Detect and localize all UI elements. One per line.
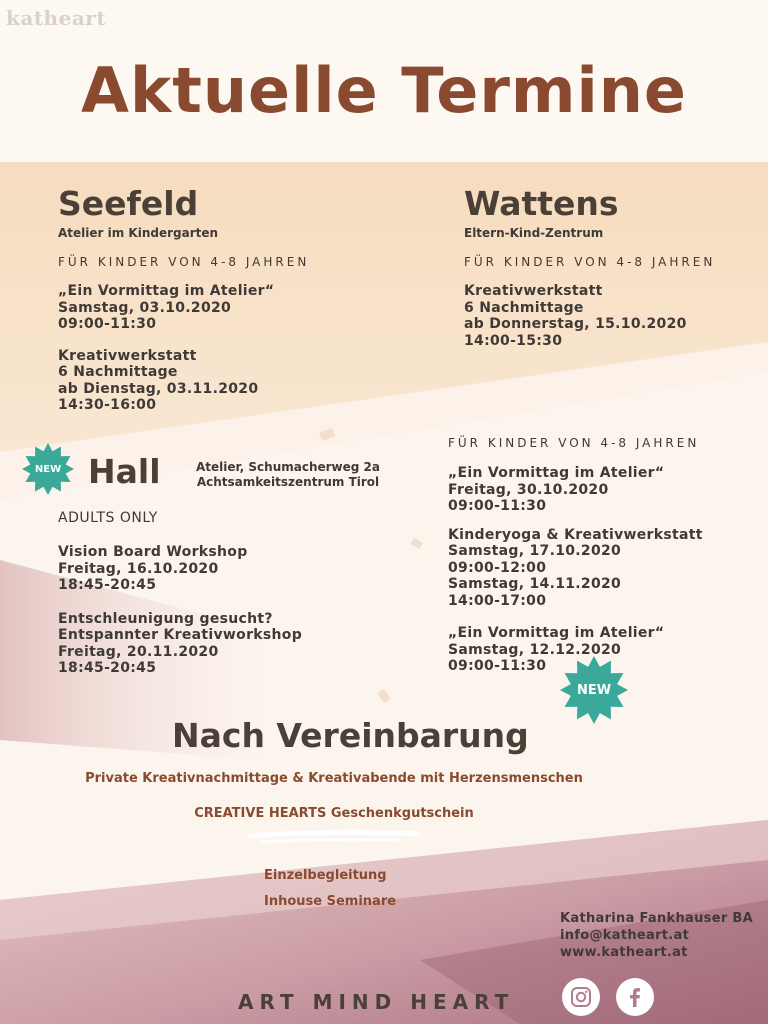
event-line: „Ein Vormittag im Atelier“ [448, 625, 665, 641]
instagram-icon [570, 986, 592, 1008]
event-line: ab Donnerstag, 15.10.2020 [464, 316, 687, 332]
hall-kids-age: FÜR KINDER VON 4-8 JAHREN [448, 436, 700, 450]
vereinbarung-heading: Nach Vereinbarung [172, 716, 529, 755]
hall-venue-line: Achtsamkeitszentrum Tirol [196, 475, 380, 489]
event-line: 09:00-11:30 [448, 498, 547, 514]
wattens-section [464, 184, 715, 349]
event-line: „Ein Vormittag im Atelier“ [448, 465, 665, 481]
seefeld-venue: Atelier im Kindergarten [58, 226, 219, 240]
page-title: Aktuelle Termine [81, 54, 687, 127]
adults-only-label: ADULTS ONLY [58, 510, 158, 526]
vereinbarung-line-1: Private Kreativnachmittage & Kreativabende mit Herzensmenschen [85, 771, 583, 786]
hall-city: Hall [88, 452, 161, 491]
event-line: 14:00-15:30 [464, 332, 563, 349]
event-line: 6 Nachmittage [58, 364, 178, 380]
badge-label: NEW [34, 463, 62, 475]
facebook-button[interactable] [616, 978, 654, 1016]
facebook-icon [624, 986, 646, 1008]
contact-website[interactable]: www.katheart.at [560, 945, 688, 960]
wattens-city: Wattens [464, 184, 619, 223]
vereinbarung-line-4: Inhouse Seminare [264, 894, 397, 909]
seefeld-event-2 [58, 348, 309, 414]
contact-block [560, 910, 753, 961]
contact-email[interactable]: info@katheart.at [560, 928, 690, 943]
vereinbarung-line-2: CREATIVE HEARTS Geschenkgutschein [194, 806, 474, 821]
new-badge-kids [560, 656, 628, 724]
wattens-age: FÜR KINDER VON 4-8 JAHREN [464, 255, 716, 269]
event-line: Vision Board Workshop [58, 544, 248, 560]
event-line: 6 Nachmittage [464, 299, 584, 316]
event-line: „Ein Vormittag im Atelier“ [58, 283, 275, 299]
event-line: Freitag, 30.10.2020 [448, 481, 609, 498]
wattens-venue: Eltern-Kind-Zentrum [464, 226, 604, 240]
hall-kids-event-2 [448, 527, 703, 610]
event-line: 18:45-20:45 [58, 577, 157, 593]
event-line: 14:00-17:00 [448, 592, 547, 609]
seefeld-section [58, 184, 309, 414]
event-line: Samstag, 14.11.2020 [448, 576, 622, 592]
seefeld-event-1 [58, 283, 309, 333]
hall-venue [190, 460, 386, 490]
contact-name: Katharina Fankhauser BA [560, 911, 753, 926]
vereinbarung-line-3: Einzelbegleitung [264, 868, 387, 883]
hall-kids-event-1 [448, 465, 703, 515]
hall-venue-line: Atelier, Schumacherweg 2a [195, 460, 380, 474]
event-line: Entschleunigung gesucht? [58, 610, 273, 627]
footer-tagline: ART MIND HEART [238, 990, 515, 1014]
event-line: Samstag, 17.10.2020 [448, 543, 622, 559]
event-line: ab Dienstag, 03.11.2020 [58, 380, 259, 397]
brand-logo: katheart [6, 6, 107, 30]
event-line: Kinderyoga & Kreativwerkstatt [448, 526, 703, 543]
seefeld-age: FÜR KINDER VON 4-8 JAHREN [58, 255, 310, 269]
event-line: Entspannter Kreativworkshop [58, 627, 303, 643]
event-line: 09:00-12:00 [448, 559, 547, 576]
event-line: 18:45-20:45 [58, 660, 157, 676]
wattens-event-1 [464, 283, 715, 349]
hall-adults-section [58, 510, 302, 677]
event-line: Samstag, 12.12.2020 [448, 641, 622, 658]
event-line: 09:00-11:30 [58, 316, 157, 332]
event-line: Freitag, 20.11.2020 [58, 643, 219, 660]
event-line: 09:00-11:30 [448, 658, 547, 674]
hall-kids-section [448, 436, 703, 675]
hall-adult-event-1 [58, 544, 302, 594]
event-line: Samstag, 03.10.2020 [58, 299, 232, 316]
event-line: Kreativwerkstatt [58, 347, 197, 364]
hall-adult-event-2 [58, 611, 302, 677]
new-badge-hall [22, 443, 74, 495]
badge-label: NEW [576, 682, 612, 698]
event-line: Freitag, 16.10.2020 [58, 560, 219, 577]
instagram-button[interactable] [562, 978, 600, 1016]
event-line: Kreativwerkstatt [464, 283, 603, 299]
seefeld-city: Seefeld [58, 184, 199, 223]
event-line: 14:30-16:00 [58, 397, 157, 413]
